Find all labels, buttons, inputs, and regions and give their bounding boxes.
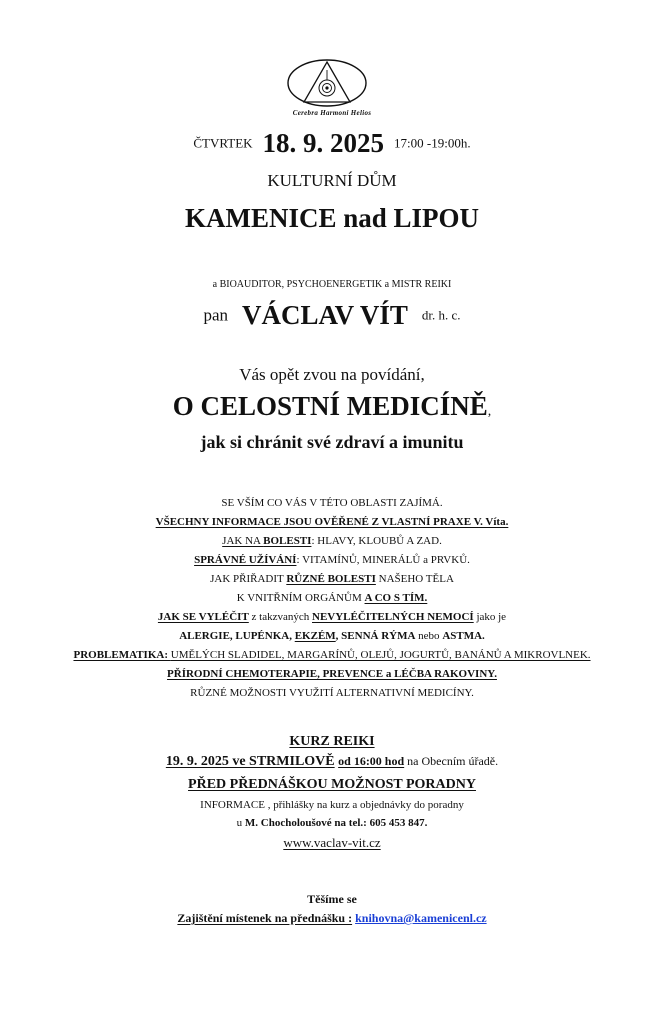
event-town: KAMENICE nad LIPOU bbox=[184, 203, 480, 233]
invitation-text: Vás opět zvou na povídání, bbox=[239, 365, 425, 384]
topic-segment: nebo bbox=[415, 630, 443, 642]
lecturer-roles: a BIOAUDITOR, PSYCHOENERGETIK a MISTR REIKI bbox=[212, 279, 452, 290]
topic-line bbox=[0, 646, 664, 665]
contact-person: M. Chocholoušové na tel.: 605 453 847. bbox=[244, 817, 428, 829]
contact-person-prefix: u bbox=[236, 817, 245, 829]
topic-segment: A CO S TÍM. bbox=[364, 592, 428, 604]
website-link[interactable]: www.vaclav-vit.cz bbox=[283, 835, 381, 850]
event-day: ČTVRTEK bbox=[193, 135, 253, 151]
event-date: 18. 9. 2025 bbox=[262, 128, 385, 158]
topic-segment: K VNITŘNÍM ORGÁNŮM bbox=[236, 592, 365, 604]
topic-segment: JAK SE VYLÉČIT bbox=[157, 611, 249, 623]
topic-segment: RŮZNÉ BOLESTI bbox=[286, 573, 376, 585]
topic-segment: NAŠEHO TĚLA bbox=[375, 573, 454, 585]
topic-line bbox=[0, 551, 664, 570]
topic-segment: ASTMA. bbox=[442, 630, 485, 642]
topic-segment: VŠECHNY INFORMACE JSOU OVĚŘENÉ Z VLASTNÍ PRAXE V. Víta. bbox=[155, 516, 509, 528]
course-date-place: 19. 9. 2025 ve STRMILOVĚ bbox=[165, 754, 335, 769]
topic-segment: EKZÉM bbox=[294, 630, 336, 642]
topic-line bbox=[0, 570, 664, 589]
topic-line bbox=[0, 494, 664, 513]
lecturer-name-line bbox=[0, 300, 664, 331]
topic-line bbox=[0, 608, 664, 627]
topic-line bbox=[0, 589, 664, 608]
topic-segment: BOLESTI bbox=[263, 535, 312, 547]
talk-topic bbox=[0, 391, 664, 422]
topic-segment: z takzvaných bbox=[248, 611, 313, 623]
logo-text: Cerebra Harmoni Helios bbox=[292, 109, 372, 117]
topic-segment: ALERGIE, LUPÉNKA, bbox=[179, 630, 295, 642]
topic-segment: , SENNÁ RÝMA bbox=[335, 630, 416, 642]
greeting: Těšíme se bbox=[307, 892, 357, 906]
event-date-line bbox=[0, 128, 664, 159]
course-title: KURZ REIKI bbox=[289, 734, 375, 749]
contact-info: INFORMACE , přihlášky na kurz a objednávky do poradny bbox=[200, 799, 464, 811]
topic-segment: RŮZNÉ MOŽNOSTI VYUŽITÍ ALTERNATIVNÍ MEDICÍNY. bbox=[190, 687, 474, 699]
topic-segment: JAK PŘIŘADIT bbox=[210, 573, 287, 585]
topic-segment: SPRÁVNÉ UŽÍVÁNÍ bbox=[194, 554, 297, 566]
course-date-line bbox=[0, 754, 664, 770]
triangle-eye-emblem-icon bbox=[286, 58, 368, 108]
email-link[interactable]: knihovna@kamenicenl.cz bbox=[355, 911, 487, 925]
topic-segment: PŘÍRODNÍ CHEMOTERAPIE, PREVENCE a LÉČBA RAKOVINY. bbox=[167, 668, 497, 680]
talk-topic-text: O CELOSTNÍ MEDICÍNĚ bbox=[172, 391, 488, 421]
event-time: 17:00 -19:00h. bbox=[394, 135, 471, 151]
topic-segment: jako je bbox=[473, 611, 507, 623]
topic-segment: UMĚLÝCH SLADIDEL, MARGARÍNŮ, OLEJŮ, JOGURTŮ, BANÁNŮ A MIKROVLNEK. bbox=[170, 649, 591, 661]
tickets-line bbox=[0, 911, 664, 926]
lecturer-title: dr. h. c. bbox=[421, 307, 461, 323]
topic-line bbox=[0, 532, 664, 551]
topic-segment: NEVYLÉČITELNÝCH NEMOCÍ bbox=[312, 611, 474, 623]
topic-segment: : HLAVY, KLOUBŮ A ZAD. bbox=[311, 535, 442, 547]
topic-line bbox=[0, 513, 664, 532]
topic-segment: SE VŠÍM CO VÁS V TÉTO OBLASTI ZAJÍMÁ. bbox=[221, 497, 443, 509]
event-venue: KULTURNÍ DŮM bbox=[267, 171, 397, 190]
topic-line bbox=[0, 665, 664, 684]
course-place: na Obecním úřadě. bbox=[404, 754, 499, 768]
talk-subtopic: jak si chránit své zdraví a imunitu bbox=[200, 432, 464, 452]
topic-line bbox=[0, 684, 664, 703]
course-time: od 16:00 hod bbox=[338, 754, 405, 768]
topic-segment: PROBLEMATIKA: bbox=[73, 649, 171, 661]
topic-segment: JAK NA bbox=[222, 535, 264, 547]
consultation-note: PŘED PŘEDNÁŠKOU MOŽNOST PORADNY bbox=[188, 777, 476, 792]
contact-person-line bbox=[0, 817, 664, 829]
topic-line bbox=[0, 627, 664, 646]
topic-segment: : VITAMÍNŮ, MINERÁLŮ a PRVKŮ. bbox=[296, 554, 470, 566]
lecturer-prefix: pan bbox=[203, 305, 229, 325]
talk-topic-comma: , bbox=[487, 404, 492, 419]
tickets-label: Zajištění místenek na přednášku : bbox=[177, 911, 353, 925]
lecturer-name: VÁCLAV VÍT bbox=[242, 300, 408, 330]
